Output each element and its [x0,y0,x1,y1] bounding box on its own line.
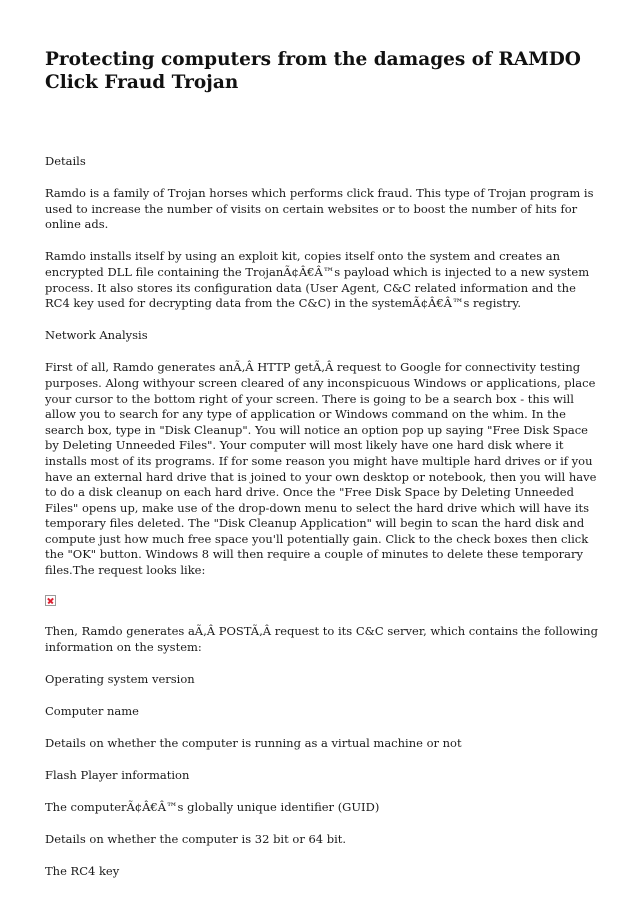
paragraph-install: Ramdo installs itself by using an exploit kit, copies itself onto the system and creates an encrypted DLL file containing the TrojanÃ¢Â€Â™s payload which is injected to a new system process. It also stores its configuration data (User Agent, C&C related information and the RC4 key used for decrypting data from the C&C) in the systemÃ¢Â€Â™s registry. [45,249,590,311]
list-item: The computerÃ¢Â€Â™s globally unique identifier (GUID) [45,800,380,815]
list-item: Flash Player information [45,768,190,783]
paragraph-intro: Ramdo is a family of Trojan horses which performs click fraud. This type of Trojan program is used to increase the number of visits on certain websites or to boost the number of hits for online ads. [45,186,594,232]
list-item: Computer name [45,703,139,718]
list-item: Details on whether the computer is running as a virtual machine or not [45,736,462,751]
document-page [45,48,600,897]
section-heading-details: Details [45,154,86,168]
list-item: Operating system version [45,671,195,686]
paragraph-network: First of all, Ramdo generates anÃ‚Â HTTP getÃ‚Â request to Google for connectivity testing purposes. Along withyour screen cleared of any inconspicuous Windows or applications, place your cursor to the bottom right of your screen. There is going to be a search box - this will allow you to search for any type of application or Windows command on the whim. In the search box, type in "Disk Cleanup". You will notice an option pop up saying "Free Disk Space by Deleting Unneeded Files". Your computer will most likely have one hard disk where it installs most of its programs. If for some reason you might have multiple hard drives or if you have an external hard drive that is joined to your own desktop or notebook, then you will have to do a disk cleanup on each hard drive. Once the "Free Disk Space by Deleting Unneeded Files" opens up, make use of the drop-down menu to select the hard drive which will have its temporary files deleted. The "Disk Cleanup Application" will begin to scan the hard disk and compute just how much free space you'll potentially gain. Click to the check boxes then click the "OK" button. Windows 8 will then require a couple of minutes to delete these temporary files.The request looks like: [45,360,597,578]
section-heading-network: Network Analysis [45,328,148,343]
broken-image-icon [45,595,56,606]
paragraph-post-request: Then, Ramdo generates aÃ‚Â POSTÃ‚Â request to its C&C server, which contains the following information on the system: [45,624,598,654]
document-title: Protecting computers from the damages of RAMDO Click Fraud Trojan [45,49,581,93]
list-item: The RC4 key [45,864,120,879]
list-item: Details on whether the computer is 32 bit or 64 bit. [45,832,347,847]
